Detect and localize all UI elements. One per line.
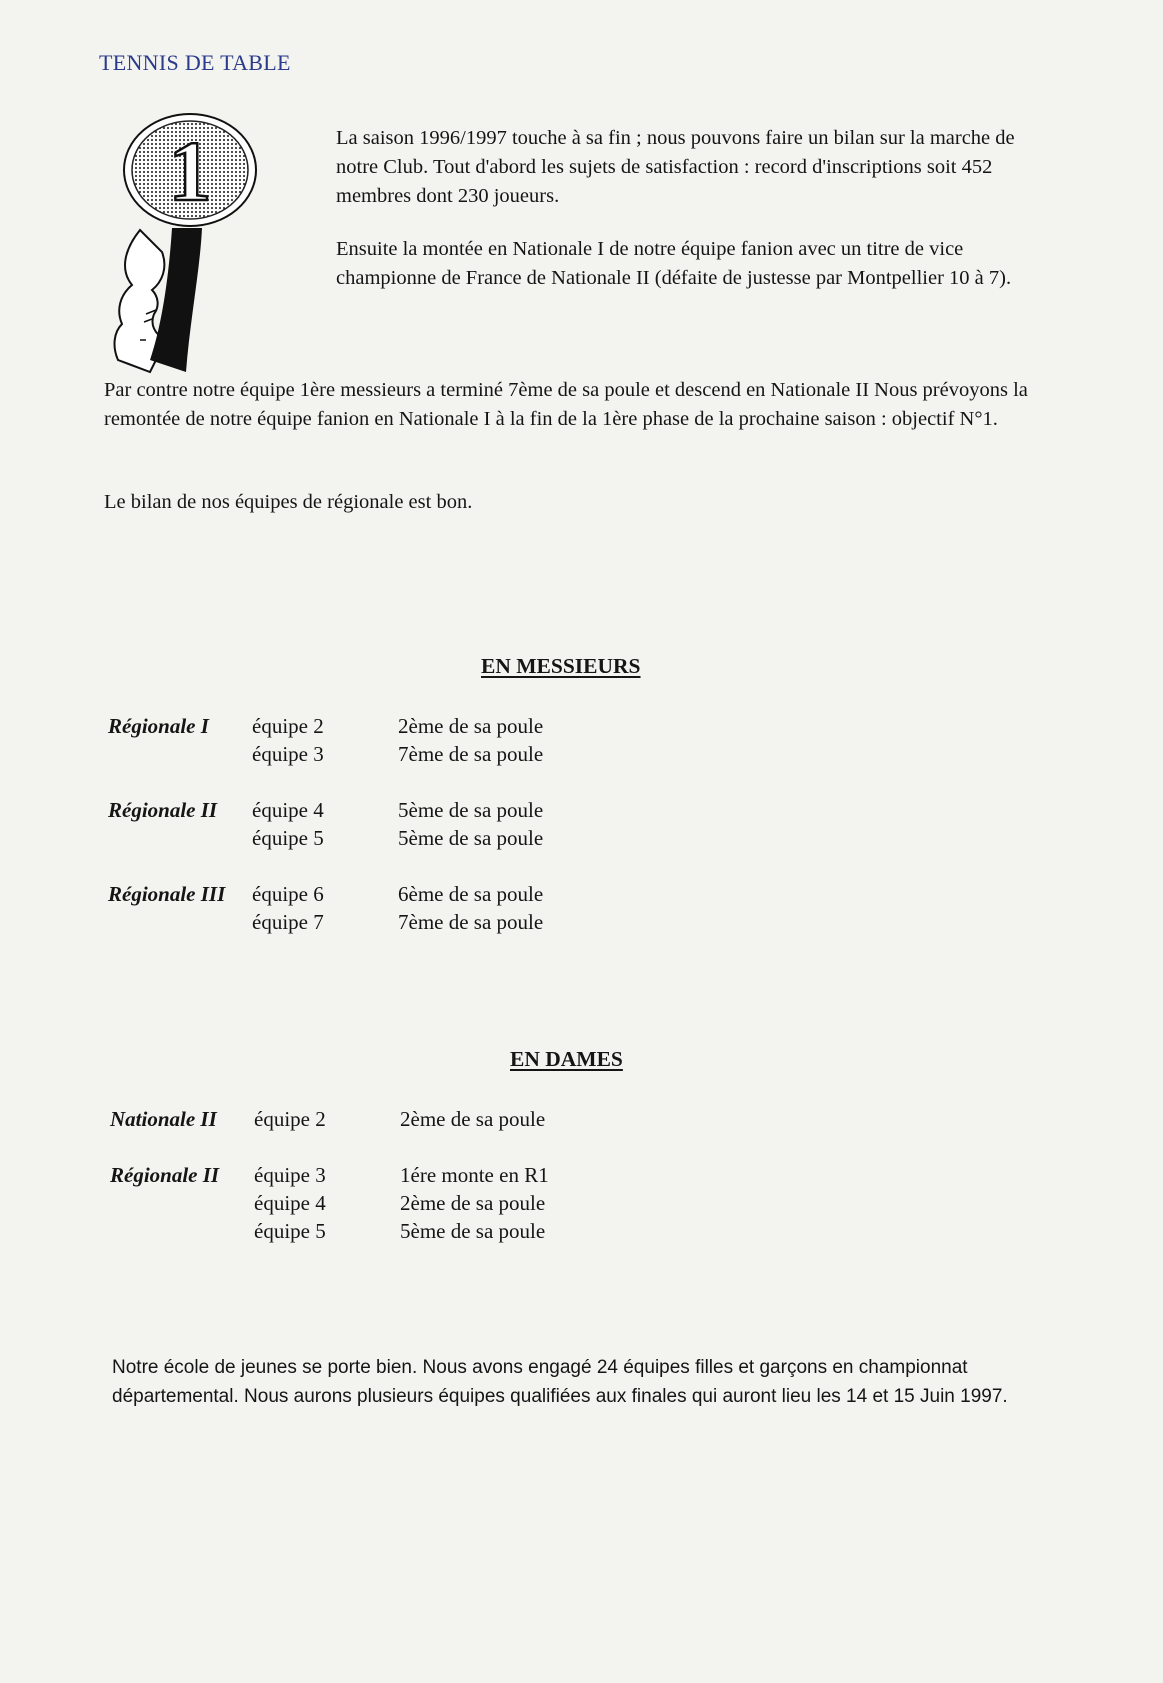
team-label: équipe 5 bbox=[254, 1219, 326, 1243]
result-label: 6ème de sa poule bbox=[398, 882, 544, 906]
table-row bbox=[108, 712, 543, 740]
team-label: équipe 4 bbox=[254, 1191, 326, 1215]
section-title-dames: EN DAMES bbox=[510, 1047, 623, 1071]
table-row bbox=[108, 908, 543, 936]
result-label: 5ème de sa poule bbox=[400, 1219, 546, 1243]
table-row bbox=[110, 1189, 549, 1217]
svg-text:1: 1 bbox=[168, 123, 212, 219]
trophy-medal-icon bbox=[110, 110, 270, 375]
league-label: Régionale II bbox=[110, 1163, 220, 1187]
league-label bbox=[108, 908, 252, 936]
team-label: équipe 3 bbox=[254, 1163, 326, 1187]
team-label: équipe 6 bbox=[252, 882, 324, 906]
body-paragraph: Le bilan de nos équipes de régionale est bon. bbox=[104, 491, 473, 513]
result-label: 5ème de sa poule bbox=[398, 826, 544, 850]
team-label: équipe 2 bbox=[252, 714, 324, 738]
league-label bbox=[108, 824, 252, 852]
table-row bbox=[110, 1217, 549, 1245]
dames-results-table bbox=[110, 1105, 549, 1245]
result-label: 2ème de sa poule bbox=[400, 1191, 546, 1215]
team-label: équipe 4 bbox=[252, 798, 324, 822]
result-label: 1ére monte en R1 bbox=[400, 1163, 549, 1187]
league-label: Régionale I bbox=[108, 714, 209, 738]
body-paragraph: Par contre notre équipe 1ère messieurs a terminé 7ème de sa poule et descend en Nationale II Nous prévoyons la remontée de notre équipe fanion en Nationale I à la fin de la 1ère phase de la prochaine saison : objectif N°1. bbox=[104, 379, 1028, 430]
league-label: Régionale II bbox=[108, 798, 218, 822]
league-label bbox=[108, 740, 252, 768]
intro-paragraph: Ensuite la montée en Nationale I de notre équipe fanion avec un titre de vice championne de France de Nationale II (défaite de justesse par Montpellier 10 à 7). bbox=[336, 238, 1012, 289]
team-label: équipe 7 bbox=[252, 910, 324, 934]
team-label: équipe 3 bbox=[252, 742, 324, 766]
league-label: Nationale II bbox=[110, 1107, 217, 1131]
league-label bbox=[110, 1189, 254, 1217]
result-label: 5ème de sa poule bbox=[398, 798, 544, 822]
team-label: équipe 5 bbox=[252, 826, 324, 850]
result-label: 2ème de sa poule bbox=[398, 714, 544, 738]
section-title-messieurs: EN MESSIEURS bbox=[481, 654, 641, 678]
result-label: 7ème de sa poule bbox=[398, 742, 544, 766]
league-label: Régionale III bbox=[108, 882, 226, 906]
footer-paragraph: Notre école de jeunes se porte bien. Nous avons engagé 24 équipes filles et garçons en championnat départemental. Nous aurons plusieurs équipes qualifiées aux finales qui auront lieu les 14 et 15 Juin 1997. bbox=[112, 1357, 1008, 1407]
league-label bbox=[110, 1217, 254, 1245]
intro-paragraph: La saison 1996/1997 touche à sa fin ; nous pouvons faire un bilan sur la marche de notre Club. Tout d'abord les sujets de satisfaction : record d'inscriptions soit 452 membres dont 230 joueurs. bbox=[336, 127, 1015, 207]
table-row bbox=[110, 1105, 549, 1133]
intro-text bbox=[336, 124, 1036, 317]
page-title: TENNIS DE TABLE bbox=[99, 50, 291, 75]
table-row bbox=[108, 740, 543, 768]
result-label: 7ème de sa poule bbox=[398, 910, 544, 934]
table-row bbox=[108, 880, 543, 908]
table-row bbox=[108, 824, 543, 852]
table-row bbox=[110, 1161, 549, 1189]
messieurs-results-table bbox=[108, 712, 543, 936]
result-label: 2ème de sa poule bbox=[400, 1107, 546, 1131]
table-row bbox=[108, 796, 543, 824]
team-label: équipe 2 bbox=[254, 1107, 326, 1131]
